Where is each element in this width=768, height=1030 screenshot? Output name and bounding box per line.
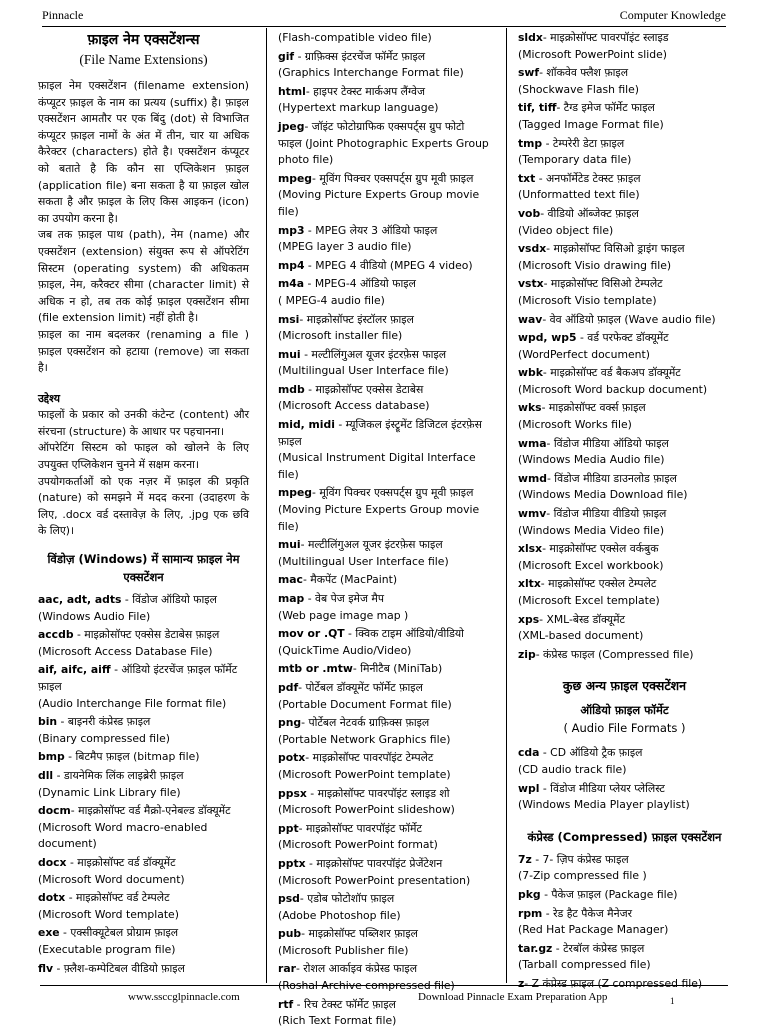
- extension-description: - मैकपेंट (MacPaint): [302, 573, 398, 587]
- extension-name: map: [278, 592, 305, 605]
- extension-entry: [278, 856, 490, 889]
- extension-name: wpd, wp5: [518, 331, 577, 345]
- rename-paragraph: फ़ाइल का नाम बदलकर (renaming a file ) फ़ाइल एक्सटेंशन को हटाया (remove) जा सकता है।: [38, 327, 249, 375]
- extension-list: [518, 30, 731, 663]
- extension-entry: [518, 941, 731, 974]
- extension-english-name: (Tagged Image Format file): [518, 117, 664, 131]
- extension-name: pkg: [518, 887, 541, 901]
- extension-name: cda: [518, 746, 540, 760]
- extension-english-name: (XML-based document): [518, 629, 644, 643]
- extension-name: pdf: [278, 680, 299, 694]
- extension-english-name: (Portable Network Graphics file): [278, 732, 451, 746]
- extension-description: - माइक्रोसॉफ्ट वर्क्स फ़ाइल: [541, 401, 646, 415]
- extension-name: mpeg: [278, 486, 313, 500]
- extension-name: z: [518, 976, 525, 990]
- extension-english-name: (Portable Document Format file): [278, 697, 452, 711]
- extension-description: - बिटमैप फ़ाइल (bitmap file): [64, 750, 200, 764]
- extension-description: - एक्सीक्यूटेबल प्रोग्राम फ़ाइल: [59, 926, 179, 940]
- extension-english-name: (Microsoft PowerPoint slide): [518, 47, 667, 61]
- extension-description: - माइक्रोसॉफ्ट वर्ड टेम्पलेट: [65, 891, 170, 905]
- extension-entry: [278, 382, 490, 415]
- extension-description: - विंडोज मीडिया वीडियो फ़ाइल: [546, 507, 667, 521]
- extension-english-name: (Rich Text Format file): [278, 1014, 397, 1028]
- extension-english-name: ( MPEG-4 audio file): [278, 293, 385, 307]
- extension-description: - कंप्रेस्ड फाइल (Compressed file): [535, 647, 694, 661]
- extension-description: - विंडोज मीडिया डाउनलोड फ़ाइल: [546, 471, 677, 485]
- extension-english-name: (Windows Media Player playlist): [518, 798, 690, 812]
- extension-entry: [518, 65, 731, 98]
- extension-english-name: (Microsoft Access database): [278, 399, 430, 413]
- extension-description: - अनफॉर्मेटेड टेक्स्ट फ़ाइल: [535, 171, 641, 185]
- extension-description: - मूविंग पिक्चर एक्सपर्ट्स ग्रुप मूवी फ़ाइल: [312, 171, 474, 185]
- extension-name: flv: [38, 961, 54, 975]
- extension-entry: [38, 768, 249, 801]
- extension-entry: [38, 714, 249, 747]
- extension-description: - क्विक टाइम ऑडियो/वीडियो: [344, 627, 464, 641]
- extension-english-name: (Microsoft PowerPoint format): [278, 838, 438, 852]
- extension-entry: [518, 506, 731, 539]
- extension-name: zip: [518, 647, 536, 661]
- extension-description: - शॉकवेव फ्लैश फ़ाइल: [539, 66, 629, 80]
- extension-description: - मल्टीलिंगुअल यूजर इंटरफ़ेस फाइल: [300, 538, 443, 552]
- extension-description: - जॉइंट फोटोग्राफिक एक्सपर्ट्स ग्रुप फोटो फाइल (Joint Photographic Experts Group photo file): [278, 119, 489, 167]
- extension-entry: [38, 961, 249, 978]
- extension-description: - माइक्रोसॉफ्ट पावरपॉइंट स्लाइड: [542, 31, 669, 44]
- extension-english-name: (CD audio track file): [518, 762, 627, 776]
- extension-name: mov or .QT: [278, 627, 345, 641]
- column-divider: [266, 28, 267, 983]
- extension-english-name: (Multilingual User Interface file): [278, 364, 449, 378]
- extension-description: - विंडोज मीडिया प्लेयर प्लेलिस्ट: [539, 781, 665, 795]
- extension-entry: [278, 786, 490, 819]
- extension-name: mid, midi: [278, 418, 335, 432]
- extension-description: - XML-बेस्ड डॉक्यूमेंट: [539, 612, 625, 626]
- extension-entry: [278, 223, 490, 256]
- section-heading: ऑडियो फ़ाइल फॉर्मेट: [580, 703, 669, 718]
- extension-description: - माइक्रोसॉफ्ट पब्लिशर फ़ाइल: [301, 927, 418, 941]
- extension-name: rar: [278, 962, 296, 976]
- extension-english-name: (Microsoft Publisher file): [278, 943, 409, 957]
- extension-name: ppsx: [278, 786, 307, 800]
- extension-name: rtf: [278, 997, 294, 1011]
- extension-name: wbk: [518, 366, 543, 380]
- extension-entry: [518, 647, 731, 664]
- extension-entry: [278, 680, 490, 713]
- extension-name: msi: [278, 312, 300, 326]
- extension-name: mui: [278, 538, 301, 552]
- extension-english-name: (Shockwave Flash file): [518, 82, 639, 96]
- extension-name: tif, tiff: [518, 101, 557, 115]
- extension-entry: [518, 241, 731, 274]
- extension-entry: [278, 49, 490, 82]
- extension-english-name: (Musical Instrument Digital Interface file): [278, 451, 476, 481]
- extension-entry: [38, 890, 249, 923]
- extension-english-name: (Multilingual User Interface file): [278, 554, 449, 568]
- extension-name: mui: [278, 347, 301, 361]
- extension-name: vsdx: [518, 242, 547, 256]
- extension-name: docm: [38, 804, 71, 818]
- extension-name: tar.gz: [518, 941, 553, 955]
- extension-description: - माइक्रोसॉफ्ट पावरपॉइंट स्लाइड शो: [306, 786, 450, 800]
- extension-description: - मल्टीलिंगुअल यूजर इंटरफ़ेस फाइल: [300, 347, 447, 361]
- extension-name: html: [278, 84, 306, 98]
- extension-description: - फ़्लैश-कम्पेटिबल वीडियो फ़ाइल: [53, 961, 185, 975]
- footer-app-promo: Download Pinnacle Exam Preparation App: [418, 991, 608, 1003]
- extension-entry: [518, 136, 731, 169]
- extension-entry: [38, 803, 249, 853]
- extension-description: - रेड हैट पैकेज मैनेजर: [542, 906, 633, 920]
- extension-english-name: (Microsoft installer file): [278, 329, 403, 343]
- extension-name: wpl: [518, 781, 540, 795]
- extension-entry: [518, 745, 731, 778]
- extension-name: aif, aifc, aiff: [38, 663, 111, 677]
- extension-description: - म्यूजिकल इंस्ट्रूमेंट डिजिटल इंटरफ़ेस फ़ाइल: [278, 418, 482, 448]
- extension-entry: [278, 30, 490, 47]
- extension-english-name: (Moving Picture Experts Group movie file): [278, 188, 480, 218]
- extension-entry: [518, 171, 731, 204]
- extension-entry: [278, 715, 490, 748]
- extension-description: - माइक्रोसॉफ्ट विसिओ टेम्पलेट: [543, 277, 663, 291]
- extension-english-name: (Unformatted text file): [518, 188, 640, 202]
- extension-name: mdb: [278, 382, 305, 396]
- extension-english-name: (Microsoft Word document): [38, 872, 185, 886]
- extension-english-name: (Tarball compressed file): [518, 958, 651, 972]
- extension-name: bmp: [38, 750, 65, 764]
- extension-entry: [278, 84, 490, 117]
- extension-description: - माइक्रोसॉफ्ट पावरपॉइंट फॉर्मेट: [298, 821, 422, 835]
- extension-description: - पोर्टेबल डॉक्यूमेंट फॉर्मेट फ़ाइल: [298, 680, 423, 694]
- extension-entry: [278, 661, 490, 678]
- column-divider: [506, 28, 507, 983]
- extension-entry: [518, 541, 731, 574]
- extension-english-name: (Microsoft Word backup document): [518, 382, 708, 396]
- extension-description: - वेब पेज इमेज मैप: [304, 592, 384, 605]
- page-number: 1: [670, 996, 675, 1006]
- extension-entry: [38, 627, 249, 660]
- extension-description: - माइक्रोसॉफ्ट वर्ड डॉक्यूमेंट: [66, 855, 176, 869]
- extension-description: - एडोब फोटोशॉप फ़ाइल: [299, 892, 395, 906]
- extension-english-name: (Windows Audio File): [38, 609, 151, 623]
- footer-website: www.ssccglpinnacle.com: [128, 991, 240, 1003]
- page-title: फ़ाइल नेम एक्सटेंशन्स: [87, 32, 200, 48]
- extension-english-name: (Windows Media Audio file): [518, 453, 665, 467]
- extension-entry: [518, 906, 731, 939]
- extension-description: - माइक्रोसॉफ्ट वर्ड मैक्रो-एनेबल्ड डॉक्यूमेंट: [70, 804, 231, 818]
- extension-english-name: (Microsoft Works file): [518, 418, 632, 432]
- page-subtitle: (File Name Extensions): [79, 52, 208, 67]
- extension-description: - 7- ज़िप कंप्रेस्ड फाइल: [531, 852, 629, 866]
- purpose-heading: उद्देश्य: [38, 391, 60, 405]
- extension-name: mp3: [278, 223, 305, 237]
- extension-english-name: (Temporary data file): [518, 153, 632, 167]
- extension-description: - विंडोज ऑडियो फाइल: [121, 593, 217, 607]
- extension-name: png: [278, 716, 302, 730]
- extension-entry: [278, 312, 490, 345]
- extension-entry: [38, 749, 249, 766]
- page-footer: [40, 985, 728, 1022]
- extension-description: - Z कंप्रेस्ड फ़ाइल (Z compressed file): [524, 976, 703, 990]
- column-2: [278, 30, 490, 1028]
- extension-description: - ग्राफ़िक्स इंटरचेंज फॉर्मेट फ़ाइल: [294, 49, 426, 63]
- extension-entry: [38, 925, 249, 958]
- extension-entry: [278, 347, 490, 380]
- extension-description: - हाइपर टेक्स्ट मार्कअप लैंग्वेज: [305, 84, 426, 98]
- extension-description: - विंडोज मीडिया ऑडियो फाइल: [546, 436, 669, 450]
- extension-entry: [518, 887, 731, 904]
- extension-english-name: (Windows Media Video file): [518, 523, 665, 537]
- extension-entry: [518, 276, 731, 309]
- extension-description: - MPEG-4 ऑडियो फाइल: [304, 277, 416, 291]
- extension-description: - पोर्टेबल नेटवर्क ग्राफ़िक्स फ़ाइल: [301, 716, 430, 730]
- extension-name: xltx: [518, 577, 541, 591]
- extension-name: mac: [278, 573, 303, 587]
- extension-english-name: (Microsoft Excel workbook): [518, 558, 664, 572]
- extension-entry: [278, 626, 490, 659]
- extension-english-name: (Dynamic Link Library file): [38, 785, 181, 799]
- section-subheading: ( Audio File Formats ): [563, 721, 686, 736]
- extension-entry: [518, 781, 731, 814]
- extension-name: gif: [278, 49, 295, 63]
- extension-english-name: (Microsoft Word macro-enabled document): [38, 820, 208, 851]
- extension-english-name: (Hypertext markup language): [278, 101, 439, 115]
- extension-name: wks: [518, 401, 542, 415]
- extension-description: - MPEG लेयर 3 ऑडियो फाइल: [304, 223, 438, 237]
- extension-name: vob: [518, 206, 541, 220]
- section-heading: कुछ अन्य फ़ाइल एक्सटेंशन: [562, 678, 687, 694]
- extension-english-name: (Moving Picture Experts Group movie file): [278, 503, 480, 533]
- extension-english-name: (Microsoft Access Database File): [38, 644, 213, 658]
- extension-english-name: (Microsoft Word template): [38, 907, 179, 921]
- extension-name: tmp: [518, 136, 543, 150]
- extension-english-name: (Windows Media Download file): [518, 488, 688, 502]
- extension-name: wmv: [518, 507, 547, 521]
- extension-english-name: (Audio Interchange File format file): [38, 696, 227, 710]
- extension-name: psd: [278, 892, 300, 906]
- extension-entry: [38, 592, 249, 625]
- extension-entry: [518, 365, 731, 398]
- extension-description: - वर्ड परफेक्ट डॉक्यूमेंट: [576, 331, 669, 345]
- extension-description: - मिनीटैब (MiniTab): [352, 662, 443, 676]
- extension-english-name: (Graphics Interchange Format file): [278, 66, 464, 80]
- extension-entry: [518, 576, 731, 609]
- extension-name: wma: [518, 436, 547, 450]
- extension-entry: [278, 258, 490, 275]
- extension-description: - रोशल आर्काइव कंप्रेस्ड फाइल: [295, 962, 418, 976]
- extension-name: m4a: [278, 277, 305, 291]
- section-heading: कंप्रेस्ड (Compressed) फ़ाइल एक्सटेंशन: [527, 829, 722, 844]
- extension-entry: [278, 537, 490, 570]
- extension-description: - माइक्रोसॉफ्ट विसिओ ड्राइंग फाइल: [546, 242, 685, 256]
- extension-name: aac, adt, adts: [38, 593, 122, 607]
- extension-english-name: (Adobe Photoshop file): [278, 908, 401, 922]
- extension-entry: [278, 276, 490, 309]
- extension-entry: [278, 171, 490, 221]
- purpose-point: फाइलों के प्रकार को उनकी कंटेन्ट (content) और संरचना (structure) के आधार पर पहचानना।: [38, 408, 249, 438]
- intro-paragraph: फ़ाइल नेम एक्सटेंशन (filename extension) कंप्यूटर फ़ाइल के नाम का प्रत्यय (suffix) है। फ़ाइल एक्सटेंशन आमतौर पर एक बिंदु (dot) से विभाजित कंप्यूटर फ़ाइल नामों के अंत में तीन, चार या अधिक कैरेक्टर (characters) होते है। एक्सटेंशन कंप्यूटर को बताते है कि कौन सा एप्लिकेशन फ़ाइल (application file) बना सकता है या फ़ाइल खोल सकता है और फ़ाइल के लिए किस आइकन (icon) का उपयोग करना है।: [38, 79, 249, 225]
- extension-name: 7z: [518, 852, 532, 866]
- extension-entry: [278, 485, 490, 535]
- extension-description: - माइक्रोसॉफ्ट एक्सेल टेम्पलेट: [540, 577, 657, 591]
- extension-english-name: (Executable program file): [38, 942, 176, 956]
- extension-description: - मूविंग पिक्चर एक्सपर्ट्स ग्रुप मूवी फ़ाइल: [312, 486, 474, 500]
- extension-entry: [278, 417, 490, 483]
- extension-entry: [38, 662, 249, 712]
- extension-description: - माइक्रोसॉफ्ट एक्सेस डेटाबेस: [304, 382, 424, 396]
- extension-name: ppt: [278, 821, 299, 835]
- extension-name: pub: [278, 927, 302, 941]
- extension-entry: [518, 400, 731, 433]
- extension-name: docx: [38, 855, 67, 869]
- header-left: Pinnacle: [42, 8, 84, 22]
- extension-english-name: (WordPerfect document): [518, 347, 650, 361]
- extension-description: - बाइनरी कंप्रेस्ड फ़ाइल: [57, 715, 151, 729]
- column-1: [38, 30, 249, 980]
- extension-name: xps: [518, 612, 540, 626]
- extension-description: - रिच टेक्स्ट फॉर्मेट फ़ाइल: [293, 997, 396, 1011]
- extension-name: wmd: [518, 471, 547, 485]
- extension-description: - टैग्ड इमेज फॉर्मेट फाइल: [556, 101, 655, 115]
- extension-description: - CD ऑडियो ट्रैक फ़ाइल: [539, 746, 643, 760]
- purpose-point: ऑपरेटिंग सिस्टम को फाइल को खोलने के लिए उपयुक्त एप्लिकेशन चुनने में सक्षम करना।: [38, 441, 249, 472]
- extension-list: [278, 30, 490, 1030]
- column-3: [518, 30, 731, 990]
- extension-entry: [518, 436, 731, 469]
- extension-name: bin: [38, 715, 58, 729]
- extension-list: [518, 852, 731, 993]
- extension-name: mtb or .mtw: [278, 662, 353, 676]
- extension-entry: [518, 471, 731, 504]
- extension-english-name: (MPEG layer 3 audio file): [278, 240, 412, 254]
- extension-name: exe: [38, 926, 60, 940]
- extension-english-name: (Red Hat Package Manager): [518, 923, 669, 937]
- extension-english-name: (Binary compressed file): [38, 731, 170, 745]
- extension-description: - टेरबॉल कंप्रेस्ड फ़ाइल: [552, 941, 645, 955]
- extension-entry: [518, 852, 731, 885]
- extension-english-name: (Microsoft Excel template): [518, 594, 660, 607]
- extension-description: - माइक्रोसॉफ्ट पावरपॉइंट टेम्पलेट: [305, 751, 434, 765]
- extension-name: pptx: [278, 856, 306, 870]
- extension-description: - डायनेमिक लिंक लाइब्रेरी फ़ाइल: [53, 768, 184, 782]
- extension-name: vstx: [518, 277, 544, 291]
- extension-entry: [278, 821, 490, 854]
- extension-entry: [278, 572, 490, 589]
- extension-description: - माइक्रोसॉफ्ट पावरपॉइंट प्रेजेंटेशन: [305, 856, 443, 870]
- extension-name: rpm: [518, 906, 543, 920]
- extension-name: sldx: [518, 31, 543, 44]
- extension-entry: [518, 612, 731, 645]
- extension-description: - माइक्रोसॉफ्ट इंस्टॉलर फ़ाइल: [299, 312, 414, 326]
- page-header: [42, 8, 726, 27]
- extension-list: [38, 592, 249, 977]
- extension-entry: [518, 30, 731, 63]
- extension-name: mp4: [278, 258, 305, 272]
- extension-english-name: (Microsoft PowerPoint slideshow): [278, 803, 455, 817]
- extension-entry: [278, 750, 490, 783]
- extension-name: swf: [518, 66, 540, 80]
- extension-name: mpeg: [278, 171, 313, 185]
- extension-entry: [278, 891, 490, 924]
- extension-description: - माइक्रोसॉफ्ट एक्सेल वर्कबुक: [542, 542, 659, 556]
- extension-entry: [518, 100, 731, 133]
- extension-name: potx: [278, 751, 306, 765]
- extension-name: accdb: [38, 628, 74, 642]
- extension-english-name: (Web page image map ): [278, 608, 409, 622]
- extension-entry: [38, 855, 249, 888]
- extension-description: - टेम्परेरी डेटा फ़ाइल: [542, 136, 625, 150]
- extension-english-name: (Flash-compatible video file): [278, 31, 432, 44]
- extension-english-name: (QuickTime Audio/Video): [278, 643, 412, 657]
- extension-name: dotx: [38, 891, 66, 905]
- extension-description: - ऑडियो इंटरचेंज फ़ाइल फॉर्मेट फ़ाइल: [38, 663, 238, 693]
- extension-english-name: (Microsoft Visio template): [518, 293, 657, 307]
- extension-english-name: (Video object file): [518, 223, 614, 237]
- extension-description: - वेव ऑडियो फ़ाइल (Wave audio file): [542, 312, 716, 326]
- extension-english-name: (Roshal Archive compressed file): [278, 979, 455, 993]
- extension-english-name: (Microsoft PowerPoint template): [278, 767, 451, 781]
- extension-entry: [518, 330, 731, 363]
- header-right: Computer Knowledge: [619, 8, 726, 22]
- extension-description: - MPEG 4 वीडियो (MPEG 4 video): [304, 258, 473, 272]
- limit-paragraph: जब तक फ़ाइल पाथ (path), नेम (name) और एक्सटेंशन (extension) संयुक्त रूप से ऑपरेटिंग सिस्टम (operating system) की अधिकतम फ़ाइल, नेम, करैक्टर सीमा (character limit) से अधिक न हो, तब तक कोई फ़ाइल एक्सटेंशन सीमा (file extension limit) नहीं होती है।: [38, 228, 249, 325]
- extension-description: - माइक्रोसॉफ्ट वर्ड बैकअप डॉक्यूमेंट: [542, 366, 681, 380]
- purpose-point: उपयोगकर्ताओं को एक नज़र में फ़ाइल की प्रकृति (nature) को समझने में मदद करना (उदाहरण के लिए, .docx वर्ड दस्तावेज़ के लिए, .jpg एक छवि के लिए)।: [38, 474, 249, 538]
- extension-name: xlsx: [518, 542, 543, 556]
- extension-name: dll: [38, 768, 54, 782]
- extension-list: [518, 745, 731, 813]
- extension-name: jpeg: [278, 119, 305, 133]
- extension-entry: [278, 119, 490, 169]
- extension-entry: [518, 206, 731, 239]
- extension-entry: [518, 312, 731, 329]
- extension-entry: [278, 926, 490, 959]
- extension-name: txt: [518, 171, 536, 185]
- extension-entry: [278, 591, 490, 624]
- extension-description: - पैकेज फ़ाइल (Package file): [540, 887, 678, 901]
- extension-english-name: (Microsoft PowerPoint presentation): [278, 873, 471, 887]
- extension-name: wav: [518, 312, 543, 326]
- extension-description: - माइक्रोसॉफ्ट एक्सेस डेटाबेस फ़ाइल: [73, 628, 220, 642]
- extension-description: - वीडियो ऑब्जेक्ट फ़ाइल: [540, 206, 639, 220]
- extension-english-name: (Microsoft Visio drawing file): [518, 258, 672, 272]
- extension-english-name: (7-Zip compressed file ): [518, 869, 647, 883]
- section-heading: विंडोज़ (Windows) में सामान्य फ़ाइल नेम एक्सटेंशन: [47, 552, 240, 585]
